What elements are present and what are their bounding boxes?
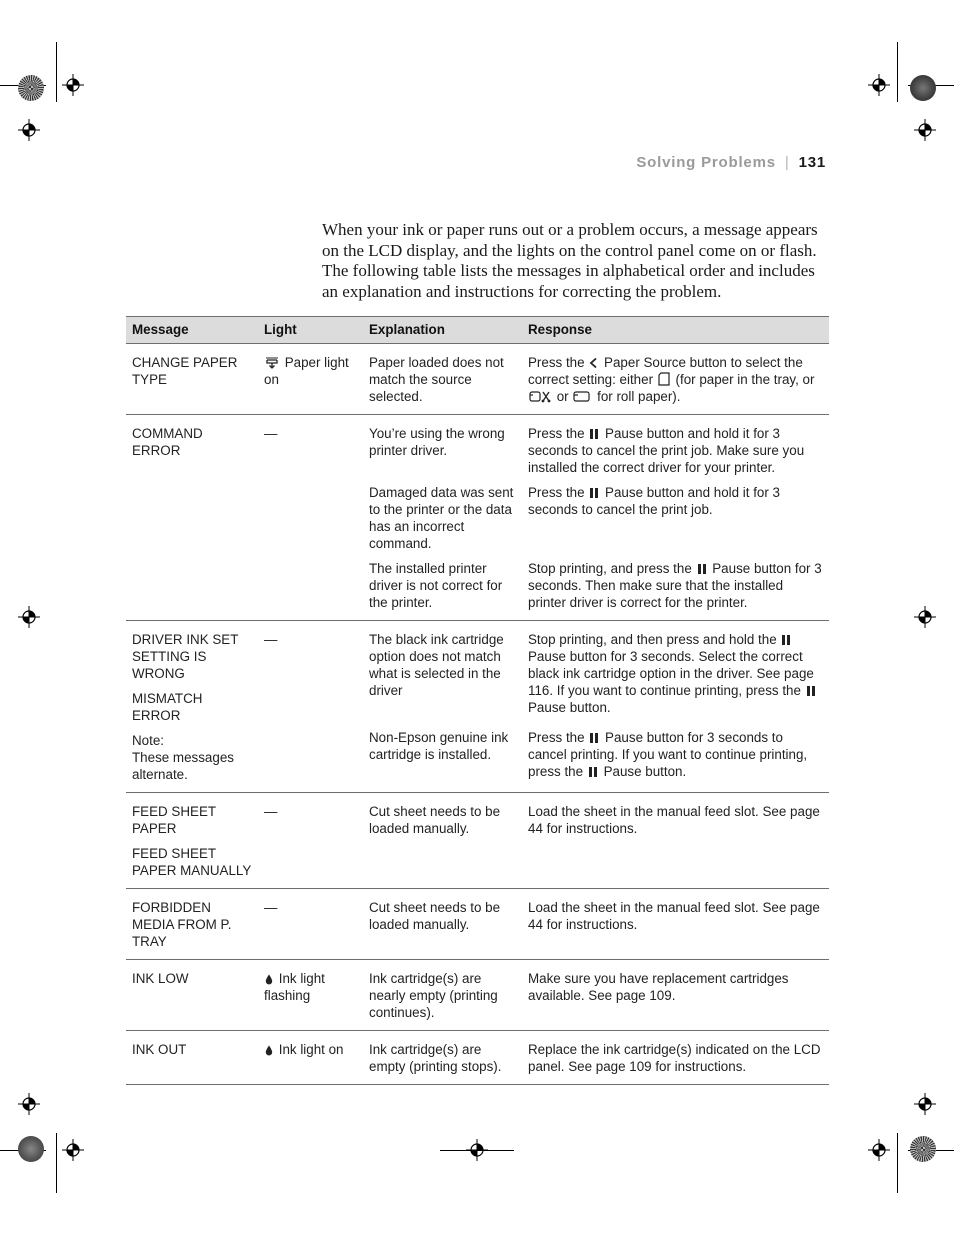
- registration-mark-icon: [18, 119, 40, 141]
- response-cell: Load the sheet in the manual feed slot. See page 44 for instructions.: [522, 793, 829, 889]
- registration-mark-icon: [18, 1093, 40, 1115]
- message-cell: [126, 621, 258, 793]
- column-header-light: Light: [258, 317, 363, 344]
- message-text: MISMATCH ERROR: [132, 691, 203, 723]
- registration-mark-icon: [914, 1093, 936, 1115]
- pause-icon: [697, 563, 707, 575]
- paper-light-icon: [265, 357, 279, 369]
- response-text: Pause button.: [528, 700, 611, 715]
- column-header-explanation: Explanation: [363, 317, 522, 344]
- explanation-cell: Ink cartridge(s) are empty (printing stops).: [363, 1031, 522, 1085]
- response-cell: Make sure you have replacement cartridges available. See page 109.: [522, 960, 829, 1031]
- table-row: [126, 889, 829, 960]
- response-cell: Load the sheet in the manual feed slot. See page 44 for instructions.: [522, 889, 829, 960]
- table-row: [126, 960, 829, 1031]
- column-header-response: Response: [522, 317, 829, 344]
- pause-icon: [806, 685, 816, 697]
- light-label: Ink light on: [278, 1042, 344, 1057]
- table-row: [126, 344, 829, 415]
- explanation-cell: Non-Epson genuine ink cartridge is installed.: [363, 721, 522, 793]
- table-row: [126, 415, 829, 477]
- response-text: Pause button and hold it for 3 seconds to cancel the print job.: [528, 485, 780, 517]
- ink-drop-icon: [265, 974, 273, 985]
- page-number: 131: [798, 154, 826, 171]
- message-cell: INK OUT: [126, 1031, 258, 1085]
- light-cell: —: [258, 415, 363, 621]
- response-text: (for paper in the tray, or: [675, 372, 815, 387]
- response-text: Pause button for 3 seconds. Select the correct black ink cartridge option in the driver. See page 116. If you want to continue printing, press the: [528, 649, 814, 698]
- pause-icon: [589, 428, 599, 440]
- roll-cutter-icon: [529, 390, 551, 403]
- response-text: Press the: [528, 426, 585, 441]
- registration-mark-icon: [914, 119, 936, 141]
- response-text: Paper Source button to select the correct setting: either: [528, 355, 803, 387]
- response-text: Pause button and hold it for 3 seconds to cancel the print job. Make sure you installed the correct driver for your printer.: [528, 426, 805, 475]
- pause-icon: [781, 634, 791, 646]
- crop-mark: [56, 1133, 57, 1193]
- light-label: Paper light on: [264, 355, 349, 387]
- color-bar-seal-icon: [18, 75, 44, 101]
- response-text: Press the: [528, 485, 585, 500]
- explanation-cell: The black ink cartridge option does not match what is selected in the driver: [369, 632, 504, 698]
- response-cell: [522, 621, 829, 721]
- sheet-icon: [658, 372, 670, 386]
- response-cell: [522, 552, 829, 621]
- response-text: Pause button.: [603, 763, 687, 779]
- light-cell: [258, 344, 363, 415]
- message-cell: [126, 793, 258, 889]
- paper-source-icon: [589, 357, 598, 369]
- ink-drop-icon: [265, 1045, 273, 1056]
- crop-mark: [56, 42, 57, 102]
- light-cell: —: [258, 621, 363, 793]
- response-text: Pause button for 3 seconds. Then make sure that the installed printer driver is correct for the printer.: [528, 561, 822, 610]
- response-text: for roll paper).: [597, 389, 681, 404]
- intro-paragraph: When your ink or paper runs out or a problem occurs, a message appears on the LCD display, and the lights on the control panel come on or flash. The following table lists the messages in alphabetical order and includes an explanation and instructions for correcting the problem.: [322, 220, 818, 301]
- response-cell: [522, 721, 829, 793]
- response-text: Stop printing, and then press and hold the: [528, 632, 777, 647]
- registration-mark-icon: [62, 1139, 84, 1161]
- message-cell: INK LOW: [126, 960, 258, 1031]
- explanation-cell: Paper loaded does not match the source selected.: [363, 344, 522, 415]
- registration-mark-icon: [868, 1139, 890, 1161]
- table-row: [126, 793, 829, 889]
- table-row: [126, 621, 829, 721]
- explanation-cell: The installed printer driver is not correct for the printer.: [363, 552, 522, 621]
- explanation-cell: Cut sheet needs to be loaded manually.: [363, 793, 522, 889]
- pause-icon: [588, 766, 598, 778]
- response-text: Press the: [528, 355, 585, 370]
- running-head: [636, 154, 826, 171]
- pause-icon: [589, 732, 599, 744]
- response-cell: Replace the ink cartridge(s) indicated on the LCD panel. See page 109 for instructions.: [522, 1031, 829, 1085]
- error-messages-table: [126, 316, 829, 1085]
- color-bar-seal-icon: [18, 1136, 44, 1162]
- table-row: [126, 1031, 829, 1085]
- registration-mark-icon: [18, 606, 40, 628]
- response-text: Press the: [528, 729, 585, 745]
- section-title: Solving Problems: [636, 154, 776, 171]
- light-cell: —: [258, 793, 363, 889]
- crop-mark: [440, 1150, 514, 1151]
- response-text: Stop printing, and press the: [528, 561, 692, 576]
- light-cell: [258, 960, 363, 1031]
- header-separator: |: [784, 154, 790, 171]
- crop-mark: [897, 1133, 898, 1193]
- message-cell: CHANGE PAPER TYPE: [126, 344, 258, 415]
- note-text: Note: These messages alternate.: [132, 733, 234, 782]
- message-text: FEED SHEET PAPER MANUALLY: [132, 846, 252, 878]
- pause-icon: [589, 487, 599, 499]
- table-header-row: [126, 317, 829, 344]
- light-cell: —: [258, 889, 363, 960]
- explanation-cell: Ink cartridge(s) are nearly empty (printing continues).: [363, 960, 522, 1031]
- registration-mark-icon: [914, 606, 936, 628]
- response-cell: [522, 476, 829, 552]
- registration-mark-icon: [868, 74, 890, 96]
- roll-icon: [573, 390, 591, 403]
- registration-mark-icon: [62, 74, 84, 96]
- explanation-cell: Cut sheet needs to be loaded manually.: [363, 889, 522, 960]
- light-label: Ink light flashing: [264, 971, 325, 1003]
- response-text: or: [556, 389, 569, 404]
- column-header-message: Message: [126, 317, 258, 344]
- message-text: DRIVER INK SET SETTING IS WRONG: [132, 632, 239, 681]
- response-cell: [522, 415, 829, 477]
- crop-mark: [897, 42, 898, 102]
- explanation-cell: Damaged data was sent to the printer or the data has an incorrect command.: [369, 485, 514, 551]
- color-bar-seal-icon: [910, 75, 936, 101]
- light-cell: [258, 1031, 363, 1085]
- explanation-cell: You’re using the wrong printer driver.: [369, 426, 505, 458]
- message-cell: FORBIDDEN MEDIA FROM P. TRAY: [126, 889, 258, 960]
- color-bar-seal-icon: [910, 1136, 936, 1162]
- message-cell: COMMAND ERROR: [126, 415, 258, 621]
- response-text: Pause button for 3 seconds to cancel printing. If you want to continue printing, press the: [528, 729, 808, 779]
- response-cell: [522, 344, 829, 415]
- message-text: FEED SHEET PAPER: [132, 804, 216, 836]
